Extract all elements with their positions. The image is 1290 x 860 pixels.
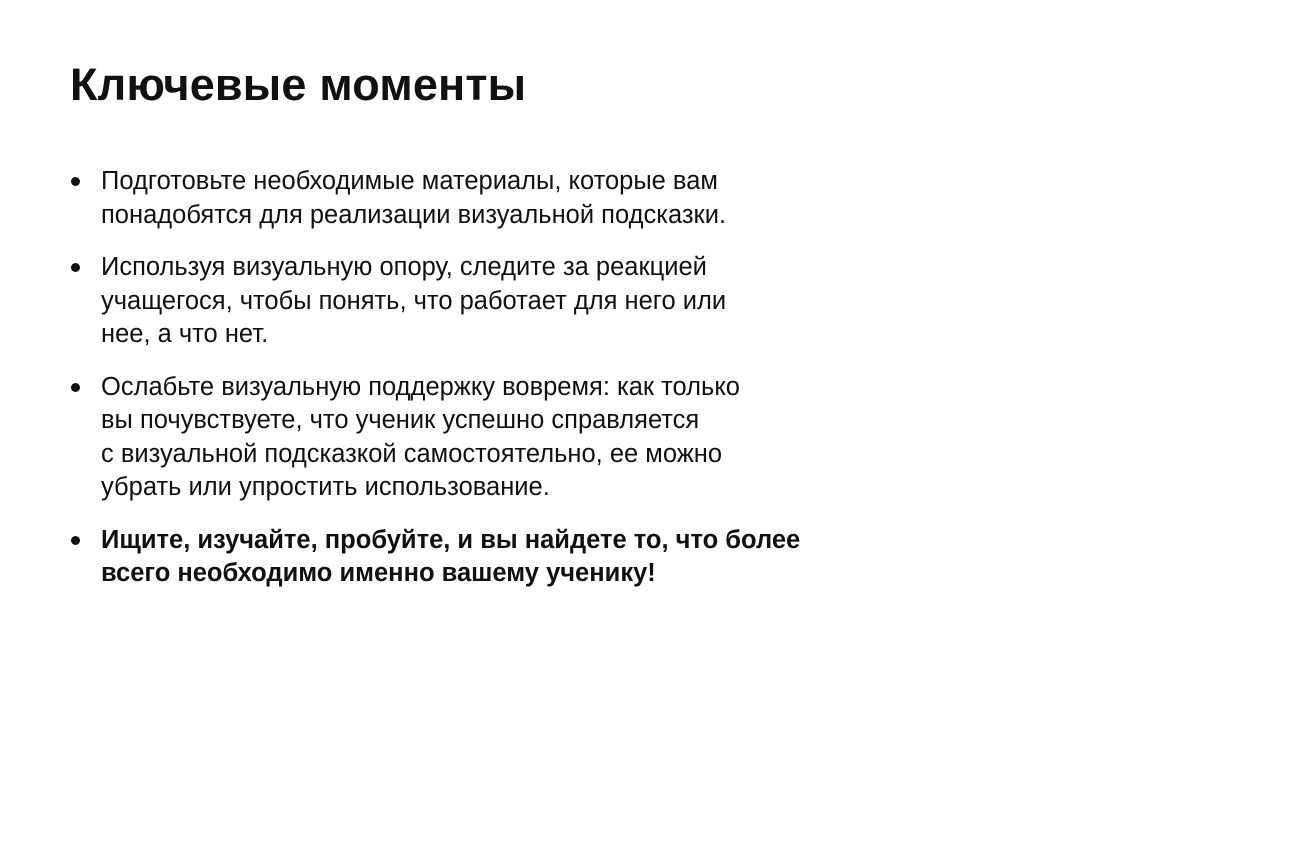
list-item-line: нее, а что нет. [101, 320, 269, 348]
list-item-line: с визуальной подсказкой самостоятельно, ее можно [101, 439, 723, 468]
list-item-line: Ищите, изучайте, пробуйте, и вы найдете то, что более [101, 525, 801, 554]
bullet-dot-icon [71, 383, 80, 392]
list-item-line: учащегося, чтобы понять, что работает для него или [101, 286, 727, 315]
list-item-line: всего необходимо именно вашему ученику! [101, 559, 656, 587]
bullet-dot-icon [71, 263, 80, 272]
list-item-line: понадобятся для реализации визуальной подсказки. [101, 200, 727, 229]
list-item-line: Ослабьте визуальную поддержку вовремя: как только [101, 372, 740, 401]
list-item-line: Подготовьте необходимые материалы, которые вам [101, 167, 718, 195]
list-item [70, 371, 860, 505]
list-item-line: вы почувствуете, что ученик успешно справляется [101, 406, 700, 434]
list-item-line: Используя визуальную опору, следите за реакцией [101, 253, 707, 281]
bullet-dot-icon [71, 536, 80, 545]
bullet-dot-icon [71, 177, 80, 186]
list-item [70, 251, 860, 352]
list-item [70, 165, 860, 232]
list-item-line: убрать или упростить использование. [101, 473, 550, 501]
key-points-list [70, 165, 860, 610]
page-title: Ключевые моменты [70, 59, 527, 110]
list-item-emphasis [70, 524, 860, 591]
